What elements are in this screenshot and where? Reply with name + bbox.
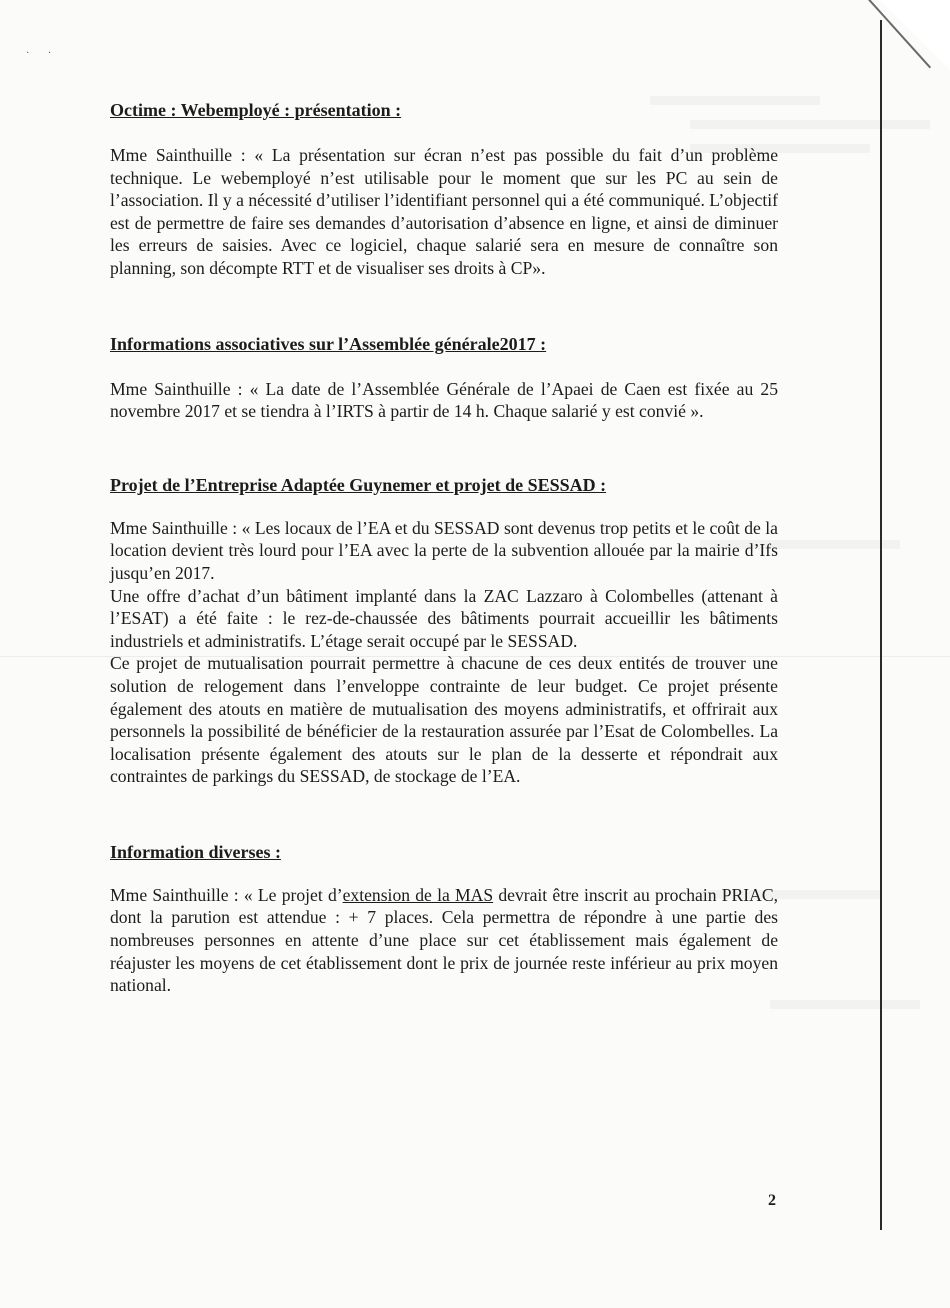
section-informations-diverses (110, 840, 778, 997)
section-heading: Projet de l’Entreprise Adaptée Guynemer et projet de SESSAD : (110, 474, 607, 495)
section-octime (110, 98, 778, 280)
section-paragraph: Une offre d’achat d’un bâtiment implanté dans la ZAC Lazzaro à Colombelles (attenant à l’ESAT) a été faite : le rez-de-chaussée des bâtiments pourrait accueillir les bâtiments industriels et administratifs. L’étage serait occupé par le SESSAD. (110, 585, 778, 651)
document-body (110, 98, 778, 997)
section-paragraph (110, 884, 778, 997)
paragraph-text: devrait être inscrit au prochain PRIAC, dont la parution est attendue : + 7 places. Cela permettra de répondre à une partie des nombreuses personnes en attente d’une place sur cet établissement mais également de réajuster les moyens de cet établissement dont le prix de journée reste inférieur au prix moyen national. (110, 884, 778, 996)
paper-edge-line (880, 20, 882, 1230)
paragraph-text: Mme Sainthuille : « Le projet d’ (110, 884, 343, 905)
section-paragraph: Mme Sainthuille : « Les locaux de l’EA et du SESSAD sont devenus trop petits et le coût de la location devient très lourd pour l’EA avec la perte de la subvention allouée par la mairie d’Ifs jusqu’en 2017. (110, 517, 778, 583)
underlined-phrase: extension de la MAS (342, 884, 494, 905)
section-projet-ea-sessad (110, 473, 778, 788)
section-paragraph: Mme Sainthuille : « La date de l’Assemblée Générale de l’Apaei de Caen est fixée au 25 novembre 2017 et se tiendra à l’IRTS à partir de 14 h. Chaque salarié y est convié ». (110, 378, 778, 422)
section-assemblee-generale (110, 332, 778, 423)
page-number: 2 (768, 1192, 776, 1209)
show-through-artifact (770, 1000, 920, 1009)
section-heading: Informations associatives sur l’Assemblée générale2017 : (110, 333, 547, 354)
section-paragraph: Mme Sainthuille : « La présentation sur écran n’est pas possible du fait d’un problème technique. Le webemployé n’est utilisable pour le moment que sur les PC au sein de l’association. Il y a nécessité d’utiliser l’identifiant personnel qui a été communiqué. L’objectif est de permettre de faire ses demandes d’autorisation d’absence en ligne, et ainsi de diminuer les erreurs de saisies. Avec ce logiciel, chaque salarié sera en mesure de connaître son planning, son décompte RTT et de visualiser ses droits à CP». (110, 145, 778, 278)
scan-speckle: · · (26, 48, 60, 59)
section-heading: Information diverses : (110, 841, 281, 862)
folded-corner (880, 0, 950, 70)
section-heading: Octime : Webemployé : présentation : (110, 100, 402, 120)
section-paragraph: Ce projet de mutualisation pourrait permettre à chacune de ces deux entités de trouver une solution de relogement dans l’enveloppe contrainte de leur budget. Ce projet présente également des atouts en matière de mutualisation des moyens administratifs, et offrirait aux personnels la possibilité de bénéficier de la restauration assurée par l’Esat de Colombelles. La localisation présente également des atouts sur le plan de la desserte et répondrait aux contraintes de parkings du SESSAD, de stockage de l’EA. (110, 653, 778, 787)
